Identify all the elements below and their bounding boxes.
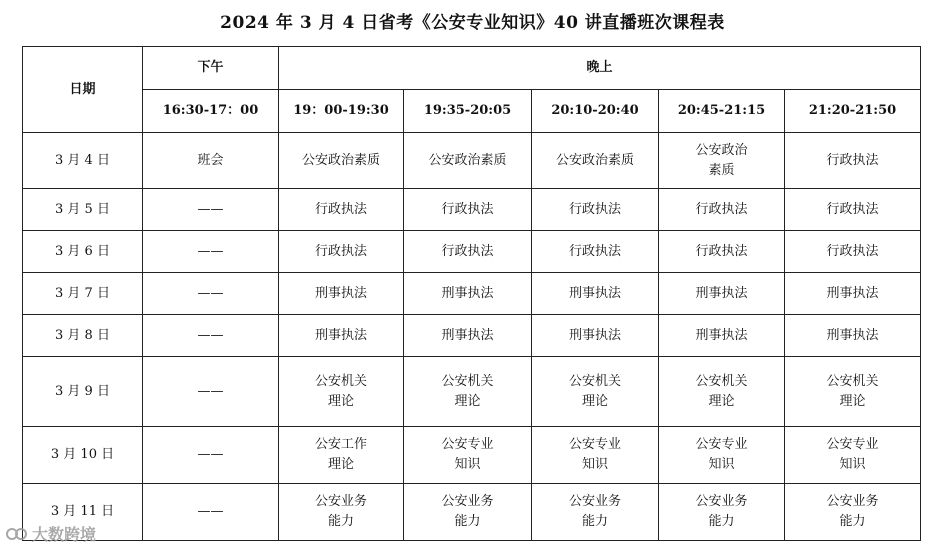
brand-logo-icon — [6, 525, 28, 543]
course-cell: 班会 — [143, 133, 279, 189]
course-cell: 公安专业 知识 — [659, 427, 785, 484]
course-cell: 行政执法 — [659, 231, 785, 273]
table-row — [23, 427, 921, 484]
slot-header: 19:35-20:05 — [404, 90, 532, 133]
slot-header: 16:30-17：00 — [143, 90, 279, 133]
slot-header-row — [23, 90, 921, 133]
date-cell: 3 月 4 日 — [23, 133, 143, 189]
course-cell: 公安机关 理论 — [659, 357, 785, 427]
course-cell: 行政执法 — [404, 231, 532, 273]
course-cell: 公安机关 理论 — [279, 357, 404, 427]
slot-header: 20:45-21:15 — [659, 90, 785, 133]
course-cell: 公安业务 能力 — [785, 484, 921, 541]
watermark-text: 大数跨境 — [32, 525, 97, 544]
course-cell: —— — [143, 231, 279, 273]
date-cell: 3 月 8 日 — [23, 315, 143, 357]
course-cell: 公安专业 知识 — [785, 427, 921, 484]
afternoon-header: 下午 — [143, 47, 279, 90]
course-cell: 刑事执法 — [785, 315, 921, 357]
slot-header: 19：00-19:30 — [279, 90, 404, 133]
course-cell: 公安机关 理论 — [785, 357, 921, 427]
course-cell: —— — [143, 273, 279, 315]
course-cell: 刑事执法 — [279, 273, 404, 315]
course-cell: —— — [143, 357, 279, 427]
slot-header: 21:20-21:50 — [785, 90, 921, 133]
course-cell: 行政执法 — [785, 231, 921, 273]
course-cell: 刑事执法 — [659, 315, 785, 357]
evening-header: 晚上 — [279, 47, 921, 90]
date-cell: 3 月 6 日 — [23, 231, 143, 273]
course-cell: 行政执法 — [279, 231, 404, 273]
course-cell: 公安业务 能力 — [532, 484, 659, 541]
page-title: 2024 年 3 月 4 日省考《公安专业知识》40 讲直播班次课程表 — [220, 13, 725, 33]
course-cell: 行政执法 — [404, 189, 532, 231]
date-cell: 3 月 11 日 — [23, 484, 143, 541]
course-cell: 公安业务 能力 — [659, 484, 785, 541]
course-cell: —— — [143, 427, 279, 484]
table-row — [23, 133, 921, 189]
course-cell: 公安政治 素质 — [659, 133, 785, 189]
course-cell: 行政执法 — [785, 133, 921, 189]
course-cell: 行政执法 — [532, 231, 659, 273]
course-cell: 刑事执法 — [404, 315, 532, 357]
table-row — [23, 484, 921, 541]
table-row — [23, 189, 921, 231]
course-cell: 刑事执法 — [659, 273, 785, 315]
table-row — [23, 231, 921, 273]
course-cell: 刑事执法 — [532, 315, 659, 357]
course-cell: 刑事执法 — [404, 273, 532, 315]
date-header: 日期 — [23, 47, 143, 133]
watermark — [6, 522, 96, 545]
course-cell: 公安政治素质 — [404, 133, 532, 189]
date-cell: 3 月 5 日 — [23, 189, 143, 231]
course-cell: —— — [143, 484, 279, 541]
course-cell: 公安业务 能力 — [279, 484, 404, 541]
date-cell: 3 月 10 日 — [23, 427, 143, 484]
course-cell: 公安机关 理论 — [404, 357, 532, 427]
course-cell: 刑事执法 — [532, 273, 659, 315]
course-cell: 公安工作 理论 — [279, 427, 404, 484]
course-cell: 公安政治素质 — [279, 133, 404, 189]
schedule-table — [22, 46, 921, 541]
course-cell: 公安专业 知识 — [404, 427, 532, 484]
table-row — [23, 315, 921, 357]
slot-header: 20:10-20:40 — [532, 90, 659, 133]
course-cell: 行政执法 — [785, 189, 921, 231]
course-cell: 行政执法 — [279, 189, 404, 231]
course-cell: 公安政治素质 — [532, 133, 659, 189]
table-row — [23, 357, 921, 427]
table-row — [23, 273, 921, 315]
course-cell: 行政执法 — [532, 189, 659, 231]
course-cell: 行政执法 — [659, 189, 785, 231]
header-row — [23, 47, 921, 90]
course-cell: 公安机关 理论 — [532, 357, 659, 427]
course-cell: 公安专业 知识 — [532, 427, 659, 484]
course-cell: —— — [143, 189, 279, 231]
course-cell: 刑事执法 — [785, 273, 921, 315]
course-cell: —— — [143, 315, 279, 357]
date-cell: 3 月 7 日 — [23, 273, 143, 315]
course-cell: 公安业务 能力 — [404, 484, 532, 541]
date-cell: 3 月 9 日 — [23, 357, 143, 427]
course-cell: 刑事执法 — [279, 315, 404, 357]
